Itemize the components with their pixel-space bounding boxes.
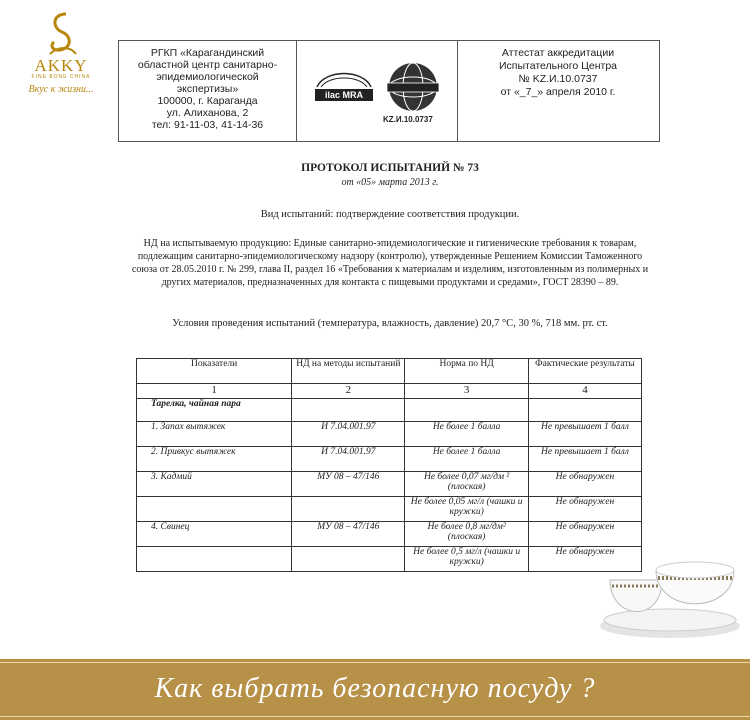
table-cell: МУ 08 – 47/146	[292, 472, 405, 497]
table-cell: Не обнаружен	[528, 497, 641, 522]
column-header: Фактические результаты	[528, 359, 641, 384]
table-cell	[137, 497, 292, 522]
brand-slogan: Вкус к жизни...	[28, 84, 94, 95]
attest-line: № KZ.И.10.0737	[518, 73, 598, 85]
accreditation-code: KZ.И.10.0737	[383, 115, 433, 124]
column-number: 1	[137, 384, 292, 399]
table-row	[137, 547, 642, 572]
attest-line: от «_7_» апреля 2010 г.	[500, 86, 616, 98]
banner-text: Как выбрать безопасную посуду ?	[154, 673, 596, 704]
table-cell: 2. Привкус вытяжек	[137, 447, 292, 472]
table-row	[137, 472, 642, 497]
table-cell	[292, 547, 405, 572]
table-cell: Не более 0,07 мг/дм ² (плоская)	[405, 472, 529, 497]
column-number-row	[137, 384, 642, 399]
table-cell: 1. Запах вытяжек	[137, 422, 292, 447]
table-cell: Не обнаружен	[528, 472, 641, 497]
table-row	[137, 497, 642, 522]
test-protocol-document	[110, 40, 670, 580]
table-row	[137, 422, 642, 447]
table-cell: Не обнаружен	[528, 522, 641, 547]
table-cell	[137, 547, 292, 572]
org-line: областной центр санитарно-	[137, 59, 278, 71]
table-cell: Не более 0,5 мг/л (чашки и кружки)	[405, 547, 529, 572]
accreditation-certificate	[457, 41, 659, 141]
org-line: экспертизы»	[176, 83, 239, 95]
porcelain-cups-image	[598, 540, 743, 640]
brand-logo	[6, 8, 116, 100]
accreditation-logos	[297, 41, 458, 141]
org-line: тел: 91-11-03, 41-14-36	[151, 119, 264, 131]
table-row	[137, 522, 642, 547]
table-cell: И 7.04.001.97	[292, 422, 405, 447]
table-header-row	[137, 359, 642, 384]
column-number: 4	[528, 384, 641, 399]
column-number: 2	[292, 384, 405, 399]
section-label: Тарелка, чайная пара	[137, 399, 292, 422]
org-line: эпидемиологической	[156, 71, 259, 83]
protocol-date: от «05» марта 2013 г.	[341, 177, 439, 188]
normative-docs: НД на испытываемую продукцию: Единые санитарно-эпидемиологические и гигиенические требования к товарам, подлежащим санитарно-эпидемиологическому надзору (контролю), утвержденные Решением Комиссии Таможенного союза от 28.05.2010 г. № 299, глава II, раздел 16 «Требования к материалам и изделиям, изготовленным из полимерных и других материалов, предназначенных для контакта с пищевыми продуктами и средами», ГОСТ 28390 – 89.	[131, 238, 649, 288]
document-header	[118, 40, 660, 142]
table-cell: Не превышает 1 балл	[528, 422, 641, 447]
attest-line: Аттестат аккредитации	[501, 47, 615, 59]
table-cell: Не превышает 1 балл	[528, 447, 641, 472]
table-cell: И 7.04.001.97	[292, 447, 405, 472]
table-cell: Не обнаружен	[528, 547, 641, 572]
protocol-title: ПРОТОКОЛ ИСПЫТАНИЙ № 73	[301, 162, 479, 174]
table-cell: Не более 0,05 мг/л (чашки и кружки)	[405, 497, 529, 522]
results-table	[136, 358, 642, 572]
banner-border-top	[0, 662, 750, 663]
column-number: 3	[405, 384, 529, 399]
table-cell: 4. Свинец	[137, 522, 292, 547]
globe-logo-icon	[385, 59, 441, 115]
table-cell: МУ 08 – 47/146	[292, 522, 405, 547]
test-type: Вид испытаний: подтверждение соответствия продукции.	[260, 209, 520, 220]
table-cell: Не более 0,8 мг/дм² (плоская)	[405, 522, 529, 547]
table-cell	[292, 497, 405, 522]
ilac-mra-logo-icon	[311, 63, 377, 113]
table-cell: Не более 1 балла	[405, 447, 529, 472]
bottom-banner	[0, 659, 750, 720]
attest-line: Испытательного Центра	[499, 60, 617, 72]
table-section-row	[137, 399, 642, 422]
org-line: РГКП «Карагандинский	[150, 47, 265, 59]
org-line: 100000, г. Караганда	[157, 95, 258, 107]
table-cell	[405, 399, 529, 422]
table-cell: 3. Кадмий	[137, 472, 292, 497]
brand-subtitle: FINE BONE CHINA	[31, 74, 91, 80]
banner-border-bottom	[0, 716, 750, 717]
table-cell	[292, 399, 405, 422]
column-header: Показатели	[137, 359, 292, 384]
column-header: НД на методы испытаний	[292, 359, 405, 384]
brand-name: AKKY	[34, 56, 88, 75]
column-header: Норма по НД	[405, 359, 529, 384]
organization-block	[119, 41, 297, 141]
test-conditions: Условия проведения испытаний (температура, влажность, давление) 20,7 °С, 30 %, 718 мм. рт. ст.	[172, 318, 608, 329]
org-line: ул. Алиханова, 2	[166, 107, 249, 119]
table-cell: Не более 1 балла	[405, 422, 529, 447]
table-cell	[528, 399, 641, 422]
table-row	[137, 447, 642, 472]
ilac-label: ilac MRA	[324, 90, 364, 100]
